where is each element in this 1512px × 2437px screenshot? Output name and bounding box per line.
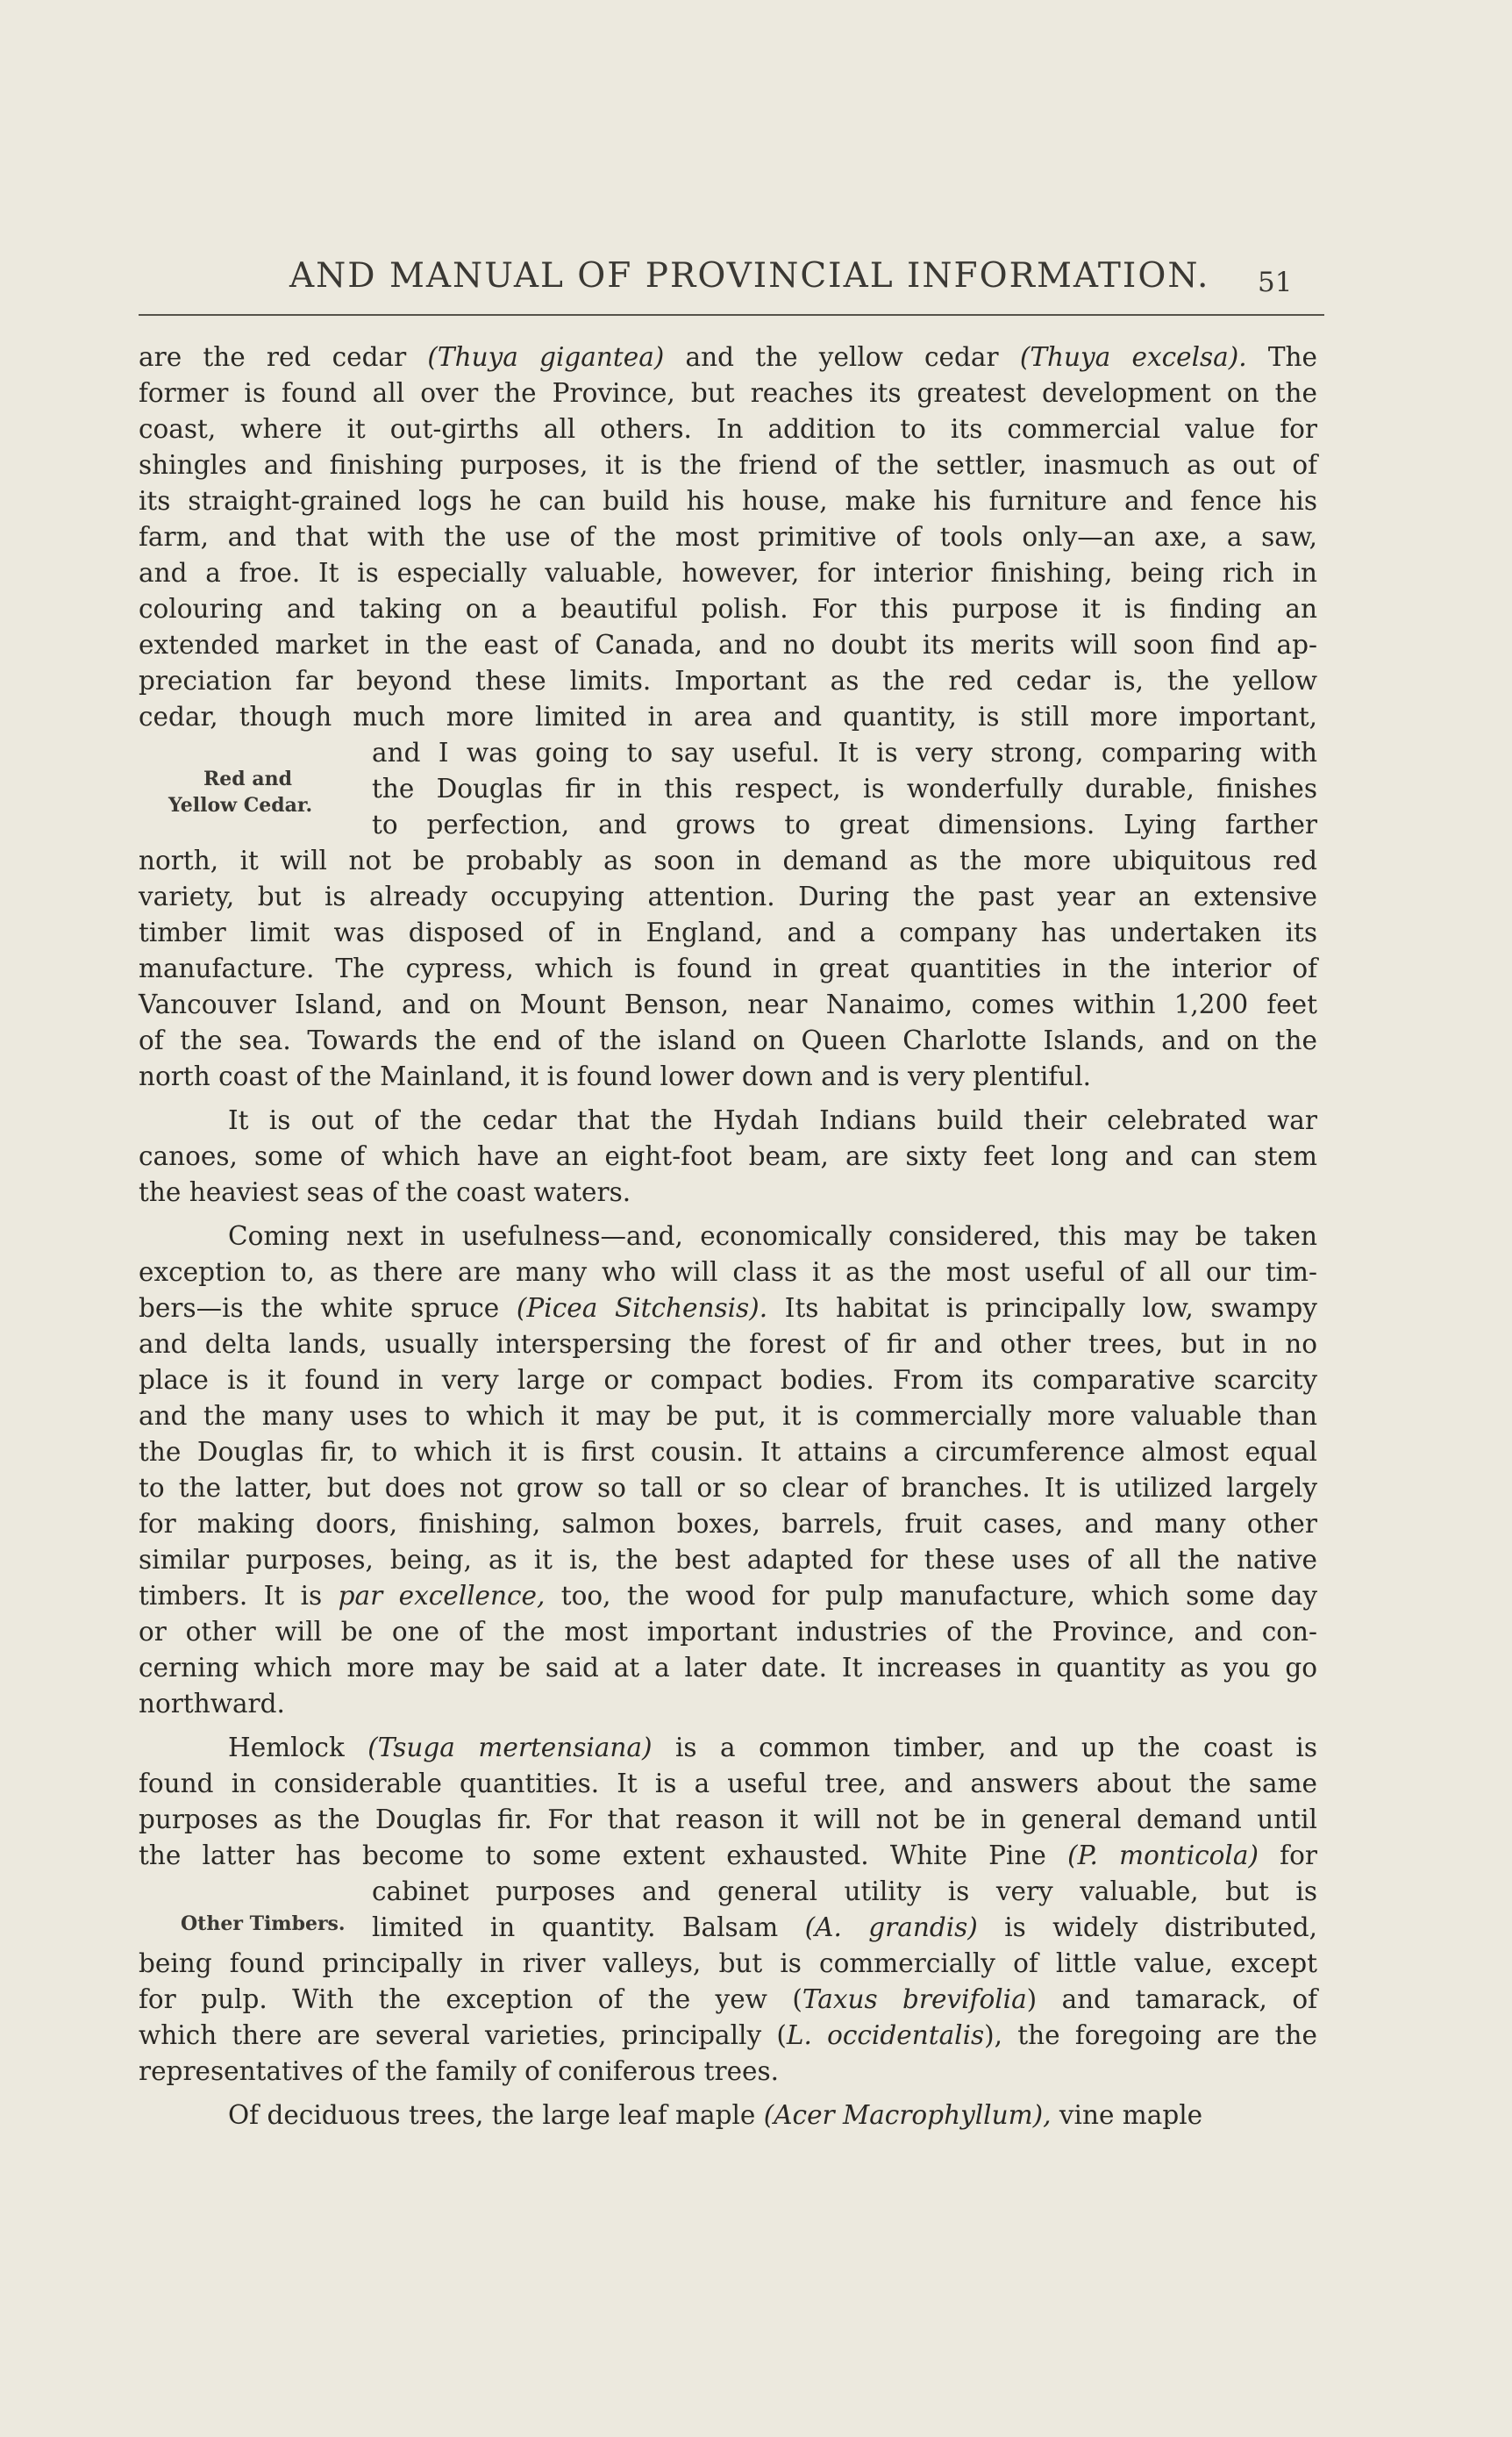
text-line [139, 483, 1317, 519]
text-run: being found principally in river valleys, but is commercially of little value, except [139, 1948, 1317, 1978]
text-line [139, 1766, 1317, 1802]
text-run: farm, and that with the use of the most primitive of tools only—an axe, a saw, [139, 522, 1317, 552]
text-line [139, 1254, 1317, 1290]
text-line [372, 1910, 1317, 1946]
text-run: manufacture. The cypress, which is found in great quantities in the interior of [139, 954, 1317, 983]
text-run: the latter has become to some extent exhausted. White Pine [139, 1840, 1068, 1870]
text-run: for [1258, 1840, 1317, 1870]
text-run: place is it found in very large or compact bodies. From its comparative scarcity [139, 1365, 1317, 1395]
text-run: Vancouver Island, and on Mount Benson, near Nanaimo, comes within 1,200 feet [139, 990, 1317, 1019]
text-line [139, 519, 1317, 555]
text-run: cedar, though much more limited in area and quantity, is still more important, [139, 702, 1317, 732]
text-run: and the yellow cedar [664, 342, 1020, 372]
text-line [139, 915, 1317, 951]
text-run: for pulp. With the exception of the yew ( [139, 1984, 802, 2014]
text-run: is widely distributed, [977, 1912, 1318, 1942]
text-line [139, 1434, 1317, 1470]
text-run: coast, where it out-girths all others. In addition to its commercial value for [139, 414, 1317, 444]
text-line [139, 879, 1317, 915]
paragraph-gap [139, 1211, 1317, 1218]
text-run: former is found all over the Province, but reaches its greatest development on the [139, 378, 1317, 408]
italic-text: (Thuya excelsa). [1019, 342, 1247, 372]
text-run: Coming next in usefulness—and, economically considered, this may be taken [228, 1221, 1317, 1251]
paragraph-gap [139, 1095, 1317, 1103]
text-run: for making doors, finishing, salmon boxes, barrels, fruit cases, and many other [139, 1509, 1317, 1539]
text-line [139, 1398, 1317, 1434]
text-run: ), the foregoing are the [984, 2020, 1317, 2050]
text-line [139, 1103, 1317, 1139]
text-line [139, 1982, 1317, 2018]
text-run: which there are several varieties, principally ( [139, 2020, 787, 2050]
text-line [139, 1218, 1317, 1254]
text-run: timber limit was disposed of in England, and a company has undertaken its [139, 918, 1317, 947]
paragraph [139, 2098, 1317, 2133]
text-run: and the many uses to which it may be put, it is commercially more valuable than [139, 1401, 1317, 1431]
paragraph [139, 339, 1317, 1095]
text-run: northward. [139, 1689, 285, 1719]
text-run: too, the wood for pulp manufacture, which some day [545, 1581, 1318, 1611]
text-line [372, 807, 1317, 843]
text-line [139, 1578, 1317, 1614]
text-line [372, 771, 1317, 807]
text-run: or other will be one of the most important industries of the Province, and con- [139, 1617, 1317, 1647]
text-run: The [1246, 342, 1318, 372]
text-line [372, 735, 1317, 771]
paragraph-gap [139, 2090, 1317, 2098]
text-run: variety, but is already occupying attention. During the past year an extensive [139, 882, 1317, 911]
text-line [139, 1614, 1317, 1650]
text-run: is a common timber, and up the coast is [652, 1733, 1317, 1762]
text-line [139, 1802, 1317, 1838]
paragraph [139, 1730, 1317, 2090]
body-text [139, 339, 1317, 2133]
text-run: north, it will not be probably as soon in demand as the more ubiquitous red [139, 846, 1317, 875]
text-run: north coast of the Mainland, it is found lower down and is very plentiful. [139, 1061, 1092, 1091]
text-run: and a froe. It is especially valuable, however, for interior finishing, being rich in [139, 558, 1317, 588]
text-run: similar purposes, being, as it is, the best adapted for these uses of all the native [139, 1545, 1317, 1575]
text-line [139, 1946, 1317, 1982]
text-run: timbers. It is [139, 1581, 339, 1611]
italic-text: L. occidentalis [786, 2020, 985, 2050]
text-line [139, 1023, 1317, 1059]
text-run: cerning which more may be said at a later date. It increases in quantity as you go [139, 1653, 1317, 1683]
text-line [139, 1059, 1317, 1095]
running-head: AND MANUAL OF PROVINCIAL INFORMATION. [289, 256, 1210, 296]
text-line [139, 2098, 1317, 2133]
text-line [139, 663, 1317, 699]
italic-text: (P. monticola) [1067, 1840, 1259, 1870]
text-run: the Douglas fir in this respect, is wonderfully durable, finishes [372, 774, 1317, 804]
text-run: to perfection, and grows to great dimensions. Lying farther [372, 810, 1317, 840]
italic-text: (A. grandis) [804, 1912, 978, 1942]
paragraph [139, 1218, 1317, 1722]
text-run: representatives of the family of coniferous trees. [139, 2056, 780, 2086]
paragraph-gap [139, 1722, 1317, 1730]
text-line [139, 699, 1317, 735]
text-run: found in considerable quantities. It is a useful tree, and answers about the same [139, 1769, 1317, 1798]
italic-text: (Thuya gigantea) [427, 342, 665, 372]
text-line [139, 987, 1317, 1023]
text-run: the Douglas fir, to which it is first cousin. It attains a circumference almost equal [139, 1437, 1317, 1467]
text-line [139, 1175, 1317, 1211]
text-line [139, 627, 1317, 663]
margin-note-line: Red and [203, 768, 292, 790]
text-line [139, 951, 1317, 987]
italic-text: par excellence, [338, 1581, 546, 1611]
text-line [139, 2018, 1317, 2054]
italic-text: (Acer Macrophyllum), [763, 2100, 1052, 2130]
paragraph [139, 1103, 1317, 1211]
text-line [139, 1506, 1317, 1542]
header-rule [139, 314, 1324, 316]
text-line [139, 375, 1317, 411]
text-run: limited in quantity. Balsam [372, 1912, 805, 1942]
text-line [139, 1139, 1317, 1175]
text-run: to the latter, but does not grow so tall or so clear of branches. It is utilized largely [139, 1473, 1317, 1503]
text-line [139, 1362, 1317, 1398]
text-run: cabinet purposes and general utility is very valuable, but is [372, 1876, 1317, 1906]
text-run: bers—is the white spruce [139, 1293, 517, 1323]
text-run: preciation far beyond these limits. Important as the red cedar is, the yellow [139, 666, 1317, 696]
text-run: and delta lands, usually interspersing the forest of fir and other trees, but in no [139, 1329, 1317, 1359]
text-run: colouring and taking on a beautiful polish. For this purpose it is finding an [139, 594, 1317, 624]
page-number: 51 [1258, 267, 1293, 298]
italic-text: Taxus brevifolia [802, 1984, 1027, 2014]
text-line [139, 447, 1317, 483]
text-line [139, 591, 1317, 627]
text-line [139, 1326, 1317, 1362]
text-line [139, 1290, 1317, 1326]
text-run: Hemlock [228, 1733, 368, 1762]
text-run: purposes as the Douglas fir. For that reason it will not be in general demand until [139, 1805, 1317, 1834]
text-run: It is out of the cedar that the Hydah Indians build their celebrated war [228, 1105, 1317, 1135]
text-line [139, 1650, 1317, 1686]
text-line [139, 2054, 1317, 2090]
text-line [139, 843, 1317, 879]
text-line [139, 1686, 1317, 1722]
text-run: canoes, some of which have an eight-foot beam, are sixty feet long and can stem [139, 1141, 1317, 1171]
text-run: and I was going to say useful. It is very strong, comparing with [372, 738, 1317, 768]
text-run: its straight-grained logs he can build his house, make his furniture and fence his [139, 486, 1317, 516]
text-line [139, 1838, 1317, 1874]
text-line [139, 339, 1317, 375]
italic-text: (Tsuga mertensiana) [367, 1733, 653, 1762]
text-run: vine maple [1051, 2100, 1203, 2130]
italic-text: (Picea Sitchensis). [516, 1293, 768, 1323]
margin-note-line: Yellow Cedar. [168, 794, 313, 817]
text-run: exception to, as there are many who will class it as the most useful of all our tim- [139, 1257, 1317, 1287]
margin-note-other-timbers: Other Timbers. [181, 1912, 346, 1935]
text-run: Its habitat is principally low, swampy [767, 1293, 1317, 1323]
text-line [139, 411, 1317, 447]
text-run: of the sea. Towards the end of the island on Queen Charlotte Islands, and on the [139, 1026, 1317, 1055]
text-line [139, 1470, 1317, 1506]
text-run: are the red cedar [139, 342, 428, 372]
text-run: shingles and finishing purposes, it is the friend of the settler, inasmuch as out of [139, 450, 1317, 480]
text-line [372, 1874, 1317, 1910]
text-line [139, 1542, 1317, 1578]
text-run: Of deciduous trees, the large leaf maple [228, 2100, 764, 2130]
text-run: extended market in the east of Canada, and no doubt its merits will soon find ap- [139, 630, 1317, 660]
text-line [139, 555, 1317, 591]
text-run: ) and tamarack, of [1026, 1984, 1317, 2014]
text-line [139, 1730, 1317, 1766]
text-run: the heaviest seas of the coast waters. [139, 1177, 631, 1207]
